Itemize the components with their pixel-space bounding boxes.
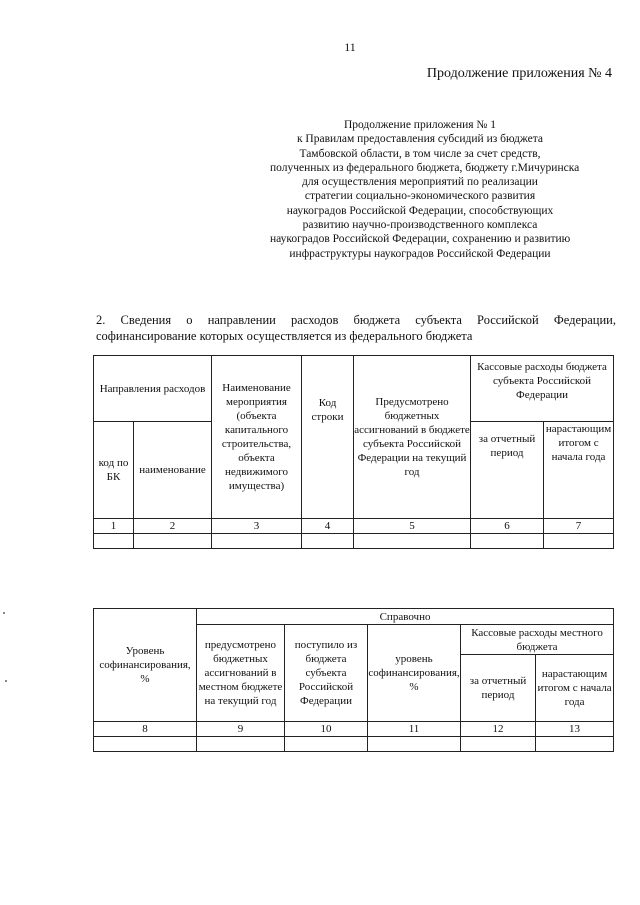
- empty-cell: [285, 737, 368, 752]
- empty-cell: [354, 534, 471, 549]
- page-number: 11: [344, 40, 356, 54]
- column-number: 4: [302, 519, 354, 534]
- appendix-1-line: к Правилам предоставления субсидий из бюджета: [296, 133, 544, 146]
- appendix-1-continuation: [270, 118, 580, 261]
- empty-cell: [94, 534, 134, 549]
- empty-cell: [368, 737, 461, 752]
- column-number: 7: [544, 519, 614, 534]
- scan-speck: [3, 612, 5, 614]
- column-number: 8: [94, 722, 197, 737]
- header-direction: Направления расходов: [94, 356, 212, 422]
- header-local-planned: предусмотрено бюджетных ассигнований в местном бюджете на текущий год: [197, 625, 285, 722]
- column-number: 12: [461, 722, 536, 737]
- header-reference: Справочно: [197, 609, 614, 625]
- empty-cell: [471, 534, 544, 549]
- appendix-1-line: наукоградов Российской Федерации, способствующих: [286, 204, 554, 217]
- section-title: 2. Сведения о направлении расходов бюджета субъекта Российской Федерации, софинансирование которых осуществляется из федерального бюджета: [96, 313, 616, 343]
- header-local-cash: Кассовые расходы местного бюджета: [461, 625, 614, 655]
- empty-cell: [461, 737, 536, 752]
- header-cumulative: нарастающим итогом с начала года: [536, 655, 614, 722]
- header-level: Уровень софинансирования, %: [94, 609, 197, 722]
- column-number: 6: [471, 519, 544, 534]
- header-name: наименование: [134, 422, 212, 519]
- appendix-1-line: Продолжение приложения № 1: [343, 119, 497, 131]
- table-row: [94, 534, 614, 549]
- header-row-code: Код строки: [302, 356, 354, 519]
- empty-cell: [94, 737, 197, 752]
- empty-cell: [536, 737, 614, 752]
- column-number: 10: [285, 722, 368, 737]
- header-level-2: уровень софинансирования, %: [368, 625, 461, 722]
- column-number: 3: [212, 519, 302, 534]
- cofinancing-table: [93, 608, 614, 752]
- scan-speck: [5, 680, 7, 682]
- header-cash-expenses: Кассовые расходы бюджета субъекта Российской Федерации: [471, 356, 614, 422]
- budget-expenses-table: [93, 355, 614, 549]
- appendix-1-line: полученных из федерального бюджета, бюджету г.Мичуринска: [270, 161, 580, 174]
- empty-cell: [197, 737, 285, 752]
- appendix-1-line: стратегии социально-экономического развития: [304, 190, 536, 203]
- empty-cell: [544, 534, 614, 549]
- appendix-4-continuation: Продолжение приложения № 4: [426, 66, 612, 81]
- empty-cell: [134, 534, 212, 549]
- empty-cell: [212, 534, 302, 549]
- appendix-1-line: инфраструктуры наукоградов Российской Федерации: [289, 247, 551, 260]
- table-row: [94, 737, 614, 752]
- header-code-bk: код по БК: [94, 422, 134, 519]
- column-number: 1: [94, 519, 134, 534]
- empty-cell: [302, 534, 354, 549]
- header-received: поступило из бюджета субъекта Российской Федерации: [285, 625, 368, 722]
- appendix-1-line: Тамбовской области, в том числе за счет средств,: [299, 147, 541, 160]
- column-number: 2: [134, 519, 212, 534]
- column-number: 5: [354, 519, 471, 534]
- column-number: 13: [536, 722, 614, 737]
- header-planned: Предусмотрено бюджетных ассигнований в бюджете субъекта Российской Федерации на текущий год: [354, 356, 471, 519]
- header-period: за отчетный период: [471, 422, 544, 519]
- appendix-1-line: для осуществления мероприятий по реализации: [302, 176, 538, 189]
- header-event: Наименование мероприятия (объекта капитального строительства, объекта недвижимого имущества): [212, 356, 302, 519]
- appendix-1-line: развитию научно-производственного комплекса: [302, 219, 538, 232]
- appendix-1-line: наукоградов Российской Федерации, сохранению и развитию: [270, 233, 571, 246]
- column-number: 11: [368, 722, 461, 737]
- column-number: 9: [197, 722, 285, 737]
- header-period: за отчетный период: [461, 655, 536, 722]
- header-cumulative: нарастающим итогом с начала года: [544, 422, 614, 519]
